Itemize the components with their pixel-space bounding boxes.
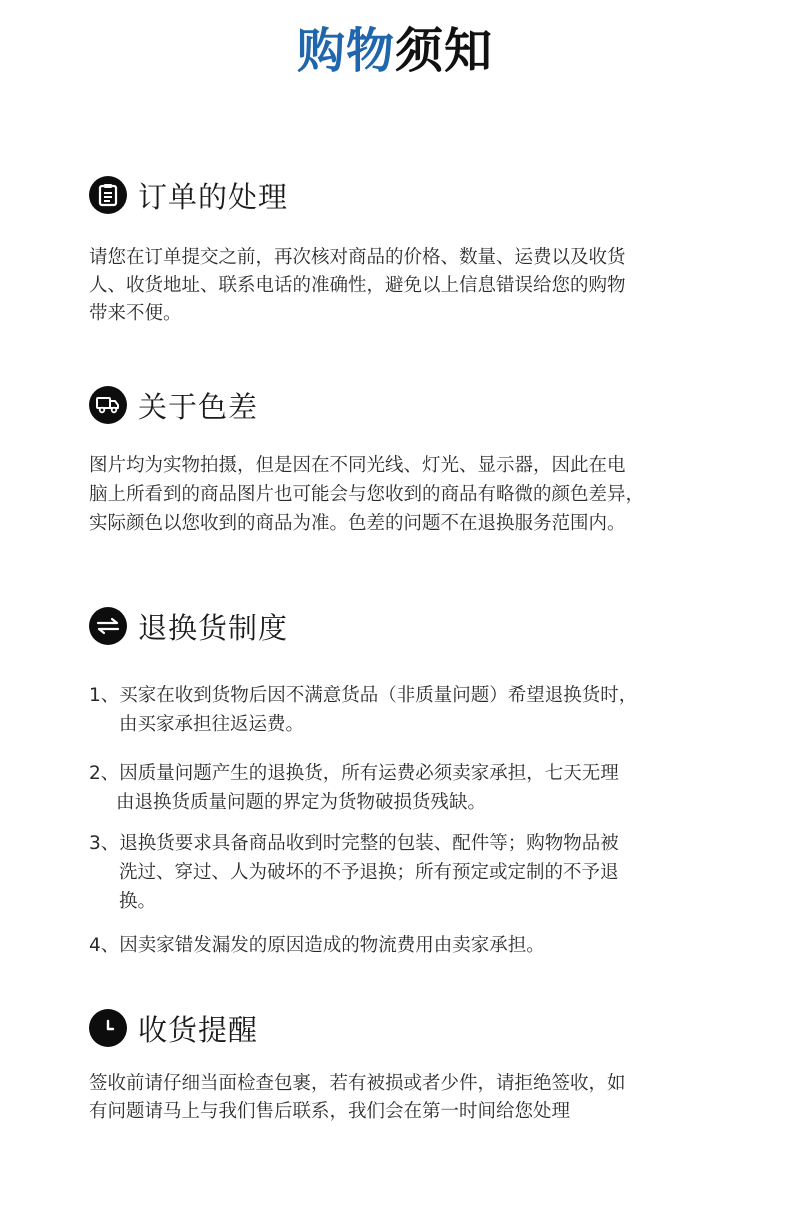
text-line: 2、因质量问题产生的退换货，所有运费必须卖家承担，七天无理: [89, 763, 619, 784]
page-title-rest: 须知: [395, 23, 494, 79]
clock-icon: [89, 1009, 127, 1047]
section-paragraph-order: [89, 244, 709, 328]
text-line: 请您在订单提交之前，再次核对商品的价格、数量、运费以及收货: [89, 247, 626, 268]
text-line: 洗过、穿过、人为破坏的不予退换；所有预定或定制的不予退: [119, 862, 619, 883]
text-line: 1、买家在收到货物后因不满意货品（非质量问题）希望退换货时，: [89, 685, 638, 706]
section-header-returns: [89, 606, 288, 646]
truck-icon: [89, 386, 127, 424]
section-header-color: [89, 385, 258, 425]
section-heading: 收货提醒: [138, 1012, 259, 1047]
text-line: 由买家承担往返运费。: [119, 714, 305, 735]
section-header-delivery: [89, 1008, 258, 1048]
exchange-arrows-icon: [89, 607, 127, 645]
policy-item-2: [89, 759, 709, 817]
section-heading: 订单的处理: [138, 179, 289, 214]
section-heading: 退换货制度: [138, 610, 289, 645]
text-line: 人、收货地址、联系电话的准确性，避免以上信息错误给您的购物: [89, 275, 626, 296]
text-line: 签收前请仔细当面检查包裹，若有被损或者少件，请拒绝签收，如: [89, 1073, 626, 1094]
text-line: 带来不便。: [89, 303, 182, 324]
text-line: 实际颜色以您收到的商品为准。色差的问题不在退换服务范围内。: [89, 513, 626, 534]
text-line: 4、因卖家错发漏发的原因造成的物流费用由卖家承担。: [89, 935, 545, 956]
policy-item-1: [89, 681, 709, 739]
section-heading: 关于色差: [138, 389, 259, 424]
text-line: 由退换货质量问题的界定为货物破损货残缺。: [116, 792, 487, 813]
section-header-order: [89, 175, 288, 215]
policy-item-3: [89, 829, 709, 916]
text-line: 图片均为实物拍摄，但是因在不同光线、灯光、显示器，因此在电: [89, 455, 626, 476]
clipboard-icon: [89, 176, 127, 214]
section-paragraph-delivery: [89, 1070, 709, 1126]
text-line: 脑上所看到的商品图片也可能会与您收到的商品有略微的颜色差异，: [89, 484, 645, 505]
text-line: 换。: [119, 891, 157, 912]
page-title-accent: 购物: [296, 23, 395, 79]
policy-item-4: [89, 931, 709, 960]
page-title: [0, 22, 790, 80]
text-line: 有问题请马上与我们售后联系，我们会在第一时间给您处理: [89, 1101, 571, 1122]
text-line: 3、退换货要求具备商品收到时完整的包装、配件等；购物物品被: [89, 833, 619, 854]
section-paragraph-color: [89, 451, 709, 538]
